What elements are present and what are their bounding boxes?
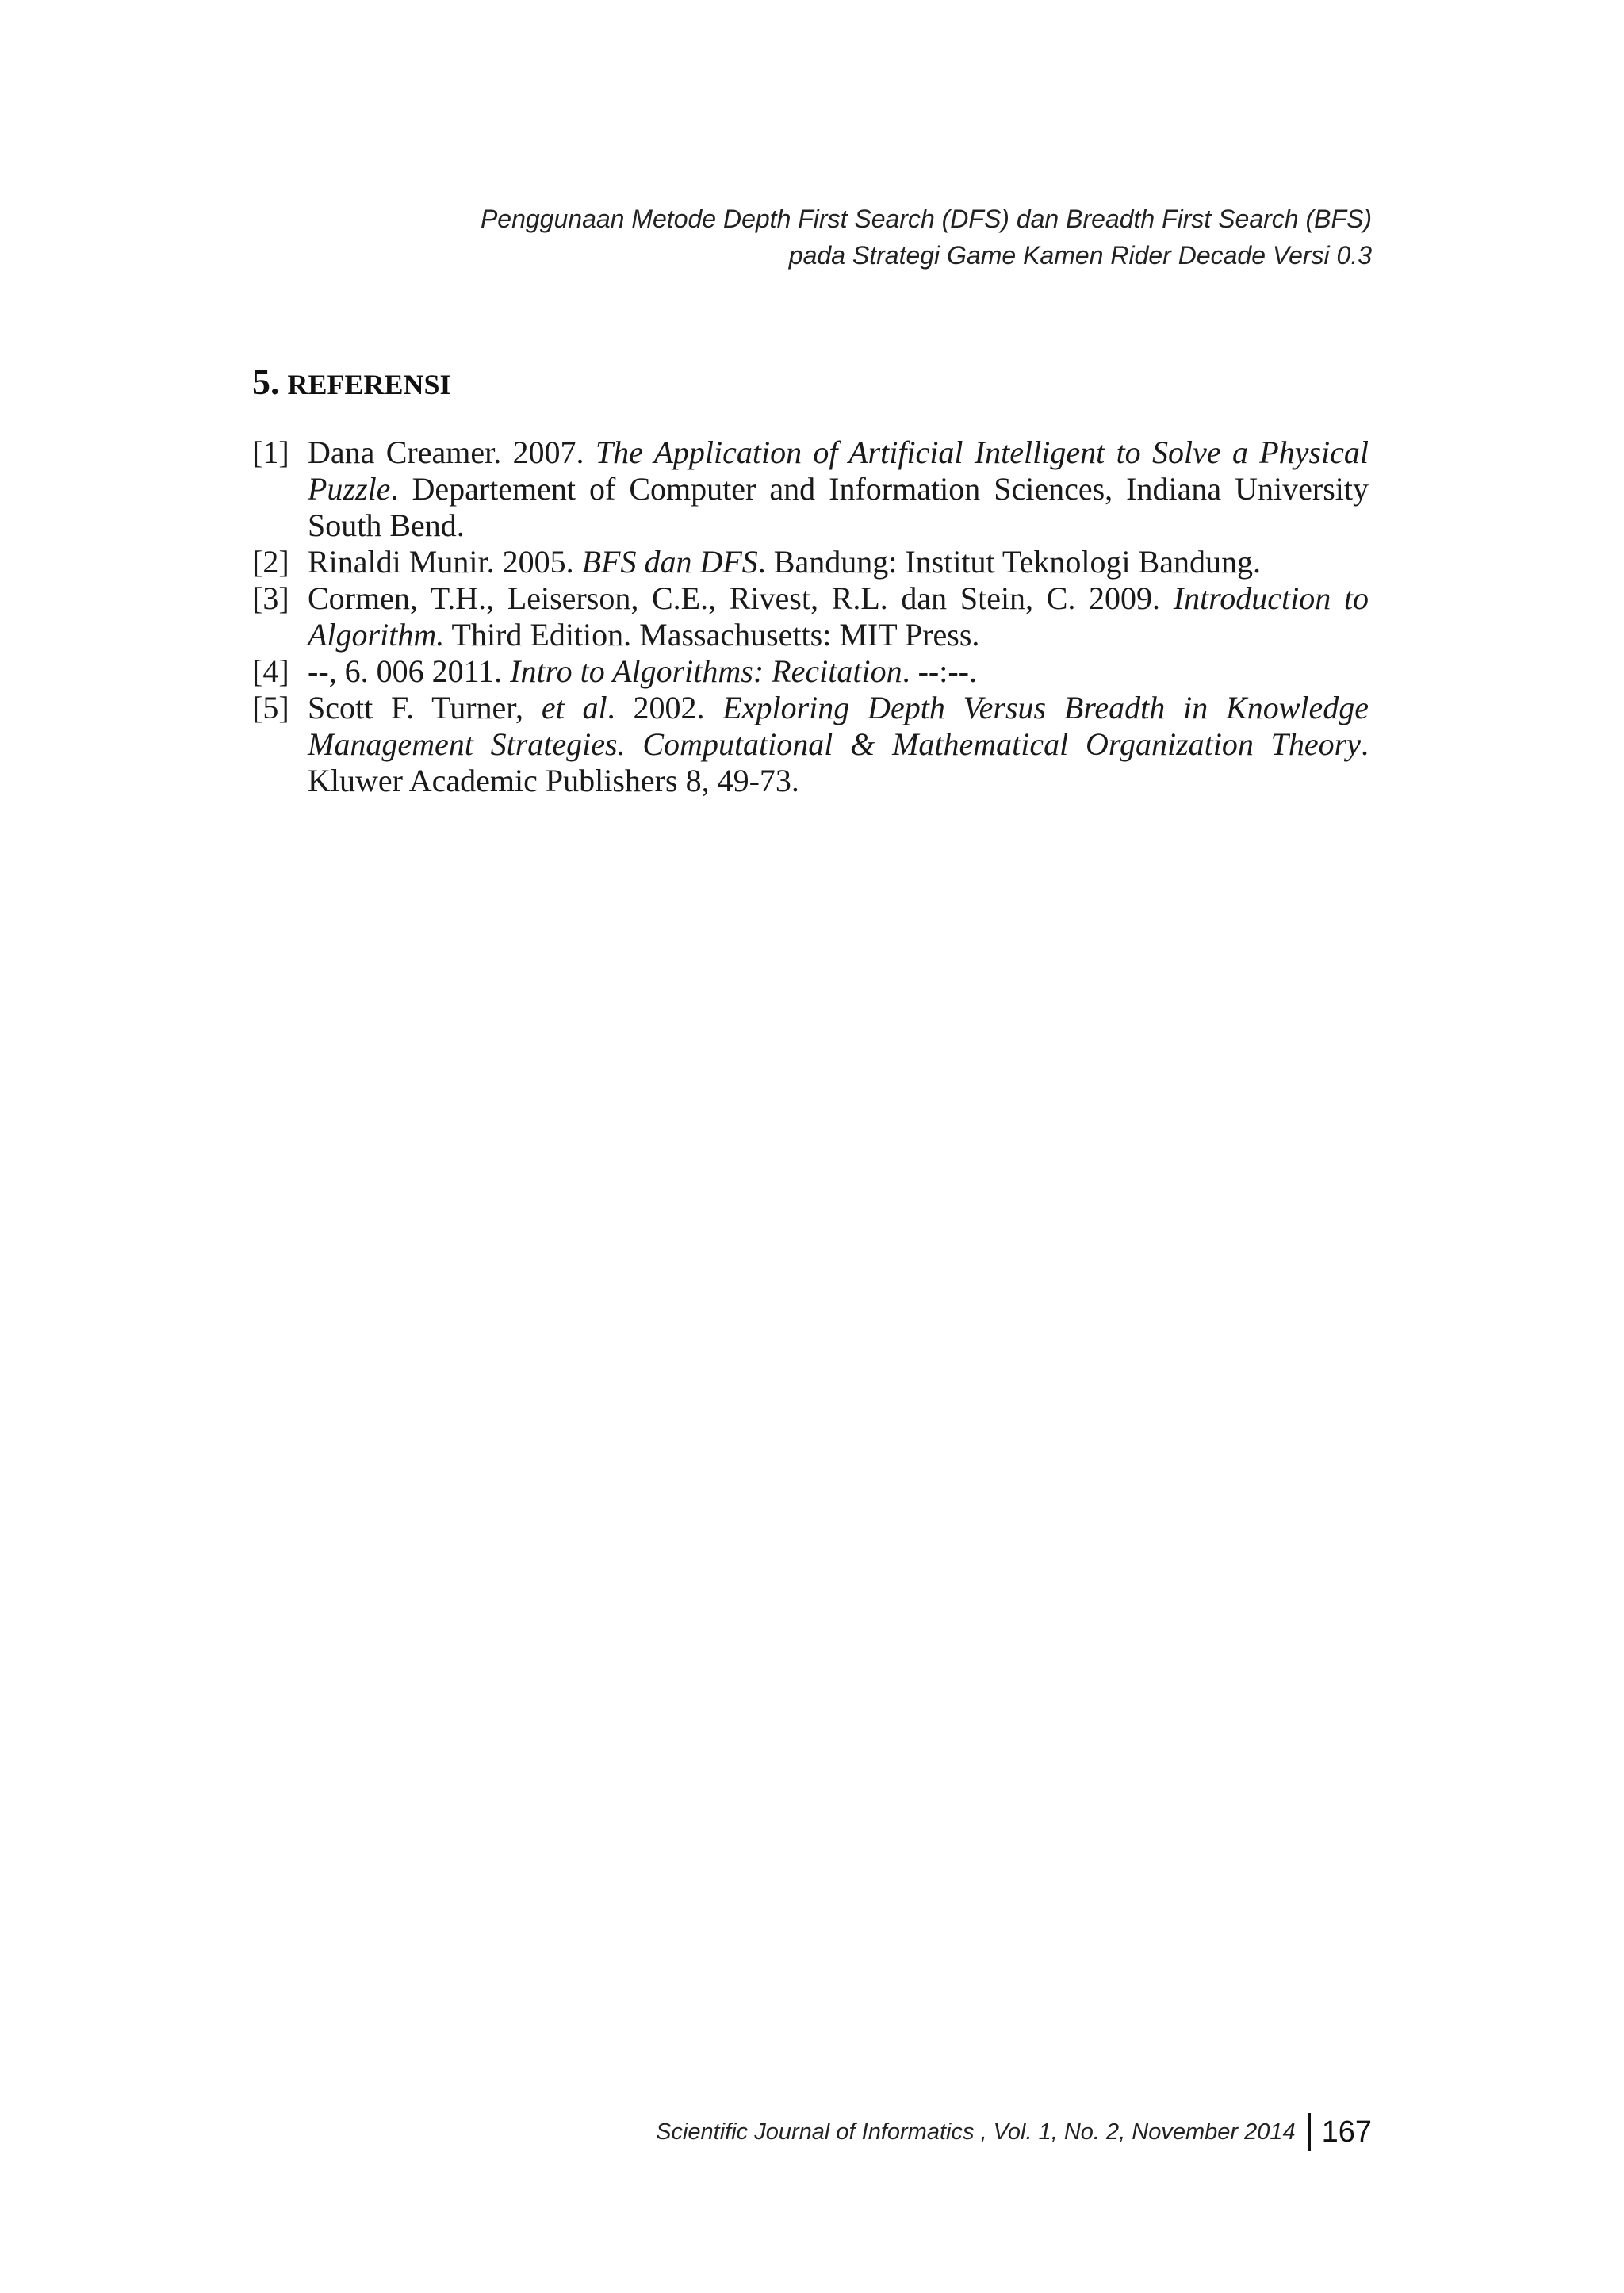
running-header-line-1: Penggunaan Metode Depth First Search (DFS) dan Breadth First Search (BFS)	[480, 205, 1372, 233]
reference-item	[252, 580, 1369, 653]
running-header	[341, 201, 1372, 274]
reference-text: Dana Creamer. 2007. The Application of Artificial Intelligent to Solve a Physical Puzzle. Departement of Computer and Information Sciences, Indiana University South Bend.	[308, 434, 1369, 543]
reference-text: Cormen, T.H., Leiserson, C.E., Rivest, R.L. dan Stein, C. 2009. Introduction to Algorithm. Third Edition. Massachusetts: MIT Press.	[308, 580, 1369, 653]
footer-divider	[1308, 2113, 1311, 2151]
reference-item	[252, 653, 1369, 690]
reference-item	[252, 434, 1369, 544]
section-heading	[252, 361, 451, 403]
section-number: 5.	[252, 362, 280, 402]
reference-label: [5]	[252, 690, 289, 725]
reference-item	[252, 544, 1369, 580]
reference-item	[252, 690, 1369, 799]
reference-text: Scott F. Turner, et al. 2002. Exploring Depth Versus Breadth in Knowledge Management Strategies. Computational & Mathematical Organization Theory. Kluwer Academic Publishers 8, 49-73.	[308, 690, 1369, 798]
reference-label: [4]	[252, 653, 289, 689]
reference-label: [1]	[252, 434, 289, 470]
reference-text: Rinaldi Munir. 2005. BFS dan DFS. Bandung: Institut Teknologi Bandung.	[308, 544, 1261, 580]
reference-list	[252, 434, 1369, 799]
reference-label: [3]	[252, 580, 289, 616]
reference-label: [2]	[252, 544, 289, 580]
page-number: 167	[1321, 2115, 1372, 2149]
reference-text: --, 6. 006 2011. Intro to Algorithms: Recitation. --:--.	[308, 653, 977, 689]
page-footer	[656, 2113, 1372, 2151]
section-title: REFERENSI	[287, 369, 451, 400]
running-header-line-2: pada Strategi Game Kamen Rider Decade Versi 0.3	[788, 241, 1372, 270]
footer-journal-info: Scientific Journal of Informatics , Vol. 1, No. 2, November 2014	[656, 2119, 1296, 2145]
